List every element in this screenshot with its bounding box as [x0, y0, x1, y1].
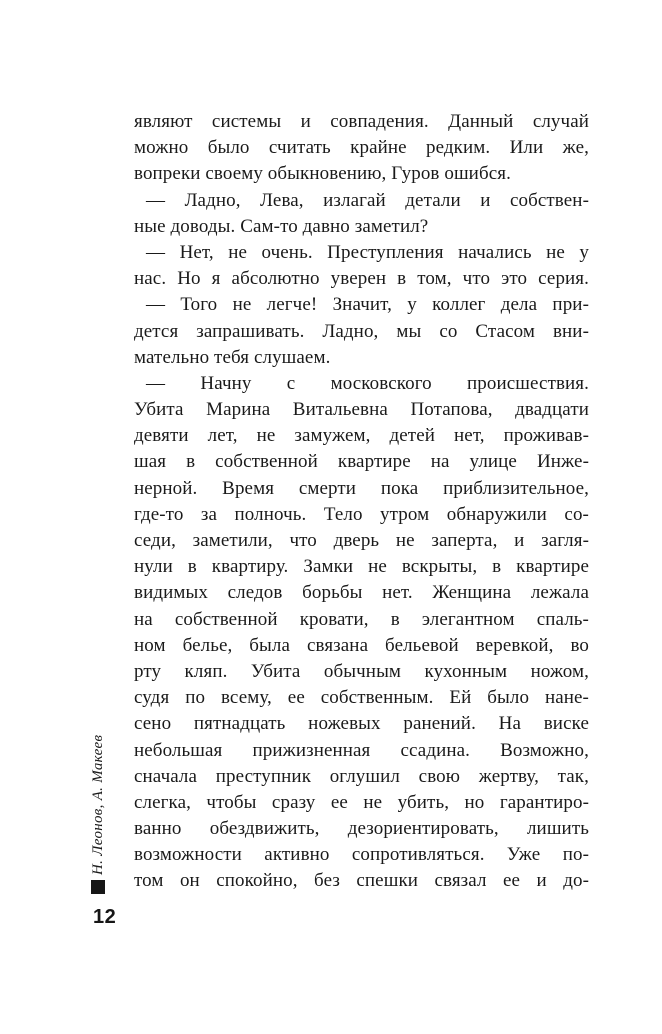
spine-authors-label: Н. Леонов, А. Макеев	[90, 734, 106, 875]
text-line: седи, заметили, что дверь не заперта, и загля-	[134, 530, 589, 551]
page-number: 12	[93, 906, 117, 928]
text-line: — Начну с московского происшествия.	[146, 372, 589, 394]
text-line: можно было считать крайне редким. Или же,	[134, 137, 589, 159]
text-line: том он спокойно, без спешки связал ее и до-	[134, 870, 589, 892]
text-line: небольшая прижизненная ссадина. Возможно,	[134, 739, 589, 761]
text-line: рту кляп. Убита обычным кухонным ножом,	[134, 660, 589, 682]
series-square-marker-icon	[91, 880, 105, 894]
text-line: видимых следов борьбы нет. Женщина лежала	[134, 582, 589, 604]
text-line: девяти лет, не замужем, детей нет, проживав-	[134, 425, 589, 447]
text-line: возможности активно сопротивляться. Уже по-	[134, 844, 589, 866]
text-line: нас. Но я абсолютно уверен в том, что это серия.	[134, 268, 589, 290]
text-line: вопреки своему обыкновению, Гуров ошибся.	[134, 163, 511, 185]
text-line: где-то за полночь. Тело утром обнаружили со-	[134, 503, 589, 525]
text-line: — Ладно, Лева, излагай детали и собствен-	[146, 189, 589, 211]
text-line: Убита Марина Витальевна Потапова, двадцати	[134, 399, 589, 421]
text-line: сено пятнадцать ножевых ранений. На виске	[134, 713, 589, 735]
text-line: на собственной кровати, в элегантном спаль-	[134, 608, 589, 630]
text-line: ном белье, была связана бельевой веревкой, во	[134, 634, 589, 656]
text-line: сначала преступник оглушил свою жертву, так,	[134, 765, 589, 787]
text-line: нерной. Время смерти пока приблизительное,	[134, 477, 589, 499]
text-line: нули в квартиру. Замки не вскрыты, в квартире	[134, 556, 589, 578]
text-block	[134, 109, 589, 895]
text-line: слегка, чтобы сразу ее не убить, но гарантиро-	[134, 791, 589, 813]
text-line: судя по всему, ее собственным. Ей было нане-	[134, 687, 589, 709]
text-line: — Того не легче! Значит, у коллег дела при-	[146, 294, 589, 316]
text-line: дется запрашивать. Ладно, мы со Стасом вни-	[134, 320, 589, 342]
text-line: ванно обездвижить, дезориентировать, лишить	[134, 818, 589, 840]
text-line: шая в собственной квартире на улице Инже-	[134, 451, 589, 473]
text-line: являют системы и совпадения. Данный случай	[134, 111, 589, 132]
text-line: мательно тебя слушаем.	[134, 346, 331, 368]
text-line: — Нет, не очень. Преступления начались не у	[146, 241, 589, 263]
text-line: ные доводы. Сам-то давно заметил?	[134, 215, 429, 237]
